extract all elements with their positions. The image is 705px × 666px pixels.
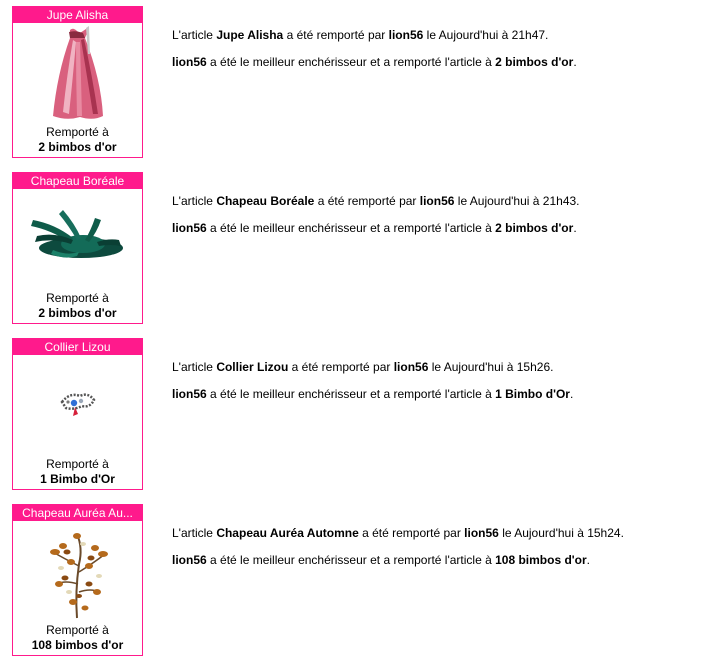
result-line-won: L'article Chapeau Auréa Automne a été remporté par lion56 le Aujourd'hui à 15h24. (172, 526, 624, 540)
hat-image[interactable] (13, 190, 142, 290)
sale-caption-label: Remporté à (46, 125, 109, 139)
result-line-bid: lion56 a été le meilleur enchérisseur et a remporté l'article à 2 bimbos d'or. (172, 221, 577, 235)
sale-price: 2 bimbos d'or (38, 140, 117, 154)
skirt-image[interactable] (13, 24, 142, 124)
winner-name: lion56 (393, 360, 429, 374)
winner-name: lion56 (419, 194, 455, 208)
result-description (172, 526, 692, 580)
final-price: 2 bimbos d'or (495, 55, 574, 69)
winner-name: lion56 (172, 221, 207, 235)
sale-price: 108 bimbos d'or (31, 638, 124, 652)
winner-name: lion56 (172, 553, 207, 567)
sale-caption (13, 457, 142, 487)
sale-caption (13, 623, 142, 653)
auction-result (12, 504, 702, 656)
winner-name: lion56 (172, 55, 207, 69)
item-title[interactable]: Chapeau Boréale (13, 173, 142, 189)
sale-price: 1 Bimbo d'Or (40, 472, 115, 486)
item-card[interactable] (12, 172, 143, 324)
auction-result (12, 172, 702, 324)
result-line-won: L'article Jupe Alisha a été remporté par lion56 le Aujourd'hui à 21h47. (172, 28, 549, 42)
auction-result (12, 6, 702, 158)
item-card[interactable] (12, 504, 143, 656)
result-line-won: L'article Collier Lizou a été remporté par lion56 le Aujourd'hui à 15h26. (172, 360, 554, 374)
sale-caption (13, 125, 142, 155)
sale-caption-label: Remporté à (46, 457, 109, 471)
result-line-bid: lion56 a été le meilleur enchérisseur et a remporté l'article à 1 Bimbo d'Or. (172, 387, 574, 401)
result-line-bid: lion56 a été le meilleur enchérisseur et a remporté l'article à 2 bimbos d'or. (172, 55, 577, 69)
article-name: Chapeau Boréale (216, 194, 315, 208)
result-line-won: L'article Chapeau Boréale a été remporté par lion56 le Aujourd'hui à 21h43. (172, 194, 580, 208)
winner-name: lion56 (388, 28, 424, 42)
autumn-hat-image[interactable] (13, 522, 142, 622)
final-price: 1 Bimbo d'Or (495, 387, 570, 401)
sale-caption (13, 291, 142, 321)
final-price: 2 bimbos d'or (495, 221, 574, 235)
result-line-bid: lion56 a été le meilleur enchérisseur et a remporté l'article à 108 bimbos d'or. (172, 553, 590, 567)
sale-caption-label: Remporté à (46, 623, 109, 637)
item-card[interactable] (12, 6, 143, 158)
sale-caption-label: Remporté à (46, 291, 109, 305)
item-title[interactable]: Jupe Alisha (13, 7, 142, 23)
article-name: Collier Lizou (216, 360, 289, 374)
final-price: 108 bimbos d'or (495, 553, 587, 567)
item-title[interactable]: Collier Lizou (13, 339, 142, 355)
result-description (172, 28, 692, 82)
item-title[interactable]: Chapeau Auréa Au... (13, 505, 142, 521)
necklace-image[interactable] (13, 356, 142, 456)
result-description (172, 194, 692, 248)
winner-name: lion56 (172, 387, 207, 401)
item-card[interactable] (12, 338, 143, 490)
sale-price: 2 bimbos d'or (38, 306, 117, 320)
article-name: Chapeau Auréa Automne (216, 526, 359, 540)
result-description (172, 360, 692, 414)
auction-result (12, 338, 702, 490)
winner-name: lion56 (464, 526, 499, 540)
article-name: Jupe Alisha (216, 28, 284, 42)
